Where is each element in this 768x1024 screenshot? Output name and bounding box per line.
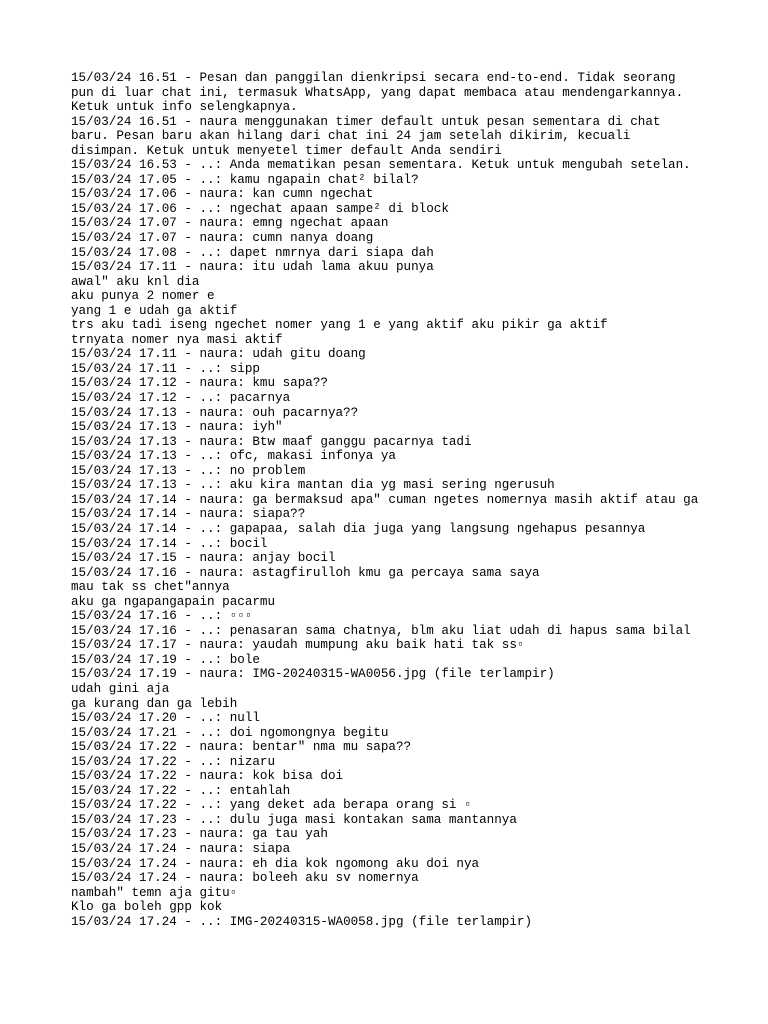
text-line: 15/03/24 17.23 - ..: dulu juga masi kontakan sama mantannya [71,812,517,827]
text-line: 15/03/24 17.22 - naura: kok bisa doi [71,769,344,784]
text-line: 15/03/24 17.19 - naura: IMG-20240315-WA0056.jpg (file terlampir) [71,667,555,682]
text-line: 15/03/24 17.14 - naura: ga bermaksud apa" cuman ngetes nomernya masih aktif atau ga [71,492,699,507]
text-line: 15/03/24 17.12 - naura: kmu sapa?? [71,376,328,391]
text-line: disimpan. Ketuk untuk menyetel timer default Anda sendiri [71,143,502,158]
text-line: 15/03/24 17.08 - ..: dapet nmrnya dari siapa dah [71,245,434,260]
text-line: Ketuk untuk info selengkapnya. [71,100,298,115]
text-line: 15/03/24 17.12 - ..: pacarnya [71,391,291,406]
text-line: 15/03/24 17.21 - ..: doi ngomongnya begitu [71,725,389,740]
text-line: 15/03/24 17.13 - ..: aku kira mantan dia yg masi sering ngerusuh [71,478,555,493]
text-line: 15/03/24 17.23 - naura: ga tau yah [71,827,328,842]
text-line: 15/03/24 17.13 - naura: iyh" [71,420,283,435]
text-line: 15/03/24 17.13 - ..: ofc, makasi infonya ya [71,449,396,464]
text-line: 15/03/24 17.14 - ..: bocil [71,536,268,551]
text-line: 15/03/24 17.07 - naura: emng ngechat apaan [71,216,389,231]
text-line: 15/03/24 16.51 - Pesan dan panggilan dienkripsi secara end-to-end. Tidak seorang [71,71,676,85]
text-line: 15/03/24 17.11 - naura: itu udah lama akuu punya [71,260,434,275]
text-line: 15/03/24 17.24 - ..: IMG-20240315-WA0058.jpg (file terlampir) [71,914,533,929]
text-line: 15/03/24 17.14 - naura: siapa?? [71,507,306,522]
text-line: trnyata nomer nya masi aktif [71,332,283,347]
text-line: 15/03/24 17.06 - ..: ngechat apaan sampe² di block [71,201,449,216]
text-line: 15/03/24 17.24 - naura: siapa [71,841,291,856]
text-line: 15/03/24 17.22 - ..: entahlah [71,783,291,798]
text-line: 15/03/24 17.05 - ..: kamu ngapain chat² bilal? [71,172,419,187]
text-line: aku ga ngapangapain pacarmu [71,594,276,609]
text-line: 15/03/24 17.06 - naura: kan cumn ngechat [71,187,374,202]
text-line: awal" aku knl dia [71,274,200,289]
text-line: 15/03/24 17.19 - ..: bole [71,652,260,667]
text-line: mau tak ss chet"annya [71,580,230,595]
text-line: 15/03/24 17.16 - ..: ▫▫▫ [71,609,253,624]
text-line: 15/03/24 17.13 - naura: ouh pacarnya?? [71,405,359,420]
text-line: 15/03/24 17.11 - ..: sipp [71,361,260,376]
text-line: 15/03/24 17.24 - naura: eh dia kok ngomong aku doi nya [71,856,480,871]
chat-export-text [71,71,761,929]
text-line: 15/03/24 17.20 - ..: null [71,711,260,726]
text-line: 15/03/24 17.16 - naura: astagfirulloh kmu ga percaya sama saya [71,565,540,580]
text-line: 15/03/24 16.53 - ..: Anda mematikan pesan sementara. Ketuk untuk mengubah setelan. [71,158,691,173]
text-line: trs aku tadi iseng ngechet nomer yang 1 e yang aktif aku pikir ga aktif [71,318,608,333]
text-line: nambah" temn aja gitu▫ [71,885,238,900]
text-line: 15/03/24 17.14 - ..: gapapaa, salah dia juga yang langsung ngehapus pesannya [71,521,646,536]
text-line: 15/03/24 17.22 - ..: yang deket ada berapa orang si ▫ [71,798,472,813]
text-line: pun di luar chat ini, termasuk WhatsApp, yang dapat membaca atau mendengarkannya. [71,85,684,100]
text-line: 15/03/24 16.51 - naura menggunakan timer default untuk pesan sementara di chat [71,114,661,129]
text-line: 15/03/24 17.22 - ..: nizaru [71,754,276,769]
text-line: 15/03/24 17.11 - naura: udah gitu doang [71,347,366,362]
text-line: 15/03/24 17.13 - ..: no problem [71,463,306,478]
text-line: 15/03/24 17.22 - naura: bentar" nma mu sapa?? [71,740,412,755]
text-line: yang 1 e udah ga aktif [71,303,238,318]
text-line: 15/03/24 17.24 - naura: boleeh aku sv nomernya [71,871,419,886]
text-line: 15/03/24 17.16 - ..: penasaran sama chatnya, blm aku liat udah di hapus sama bilal [71,623,691,638]
text-line: 15/03/24 17.13 - naura: Btw maaf ganggu pacarnya tadi [71,434,472,449]
text-line: 15/03/24 17.07 - naura: cumn nanya doang [71,231,374,246]
text-line: baru. Pesan baru akan hilang dari chat ini 24 jam setelah dikirim, kecuali [71,129,631,144]
text-line: Klo ga boleh gpp kok [71,900,223,915]
text-line: aku punya 2 nomer e [71,289,215,304]
text-line: ga kurang dan ga lebih [71,696,238,711]
text-line: 15/03/24 17.17 - naura: yaudah mumpung aku baik hati tak ss▫ [71,638,525,653]
text-line: udah gini aja [71,681,170,696]
text-line: 15/03/24 17.15 - naura: anjay bocil [71,551,336,566]
